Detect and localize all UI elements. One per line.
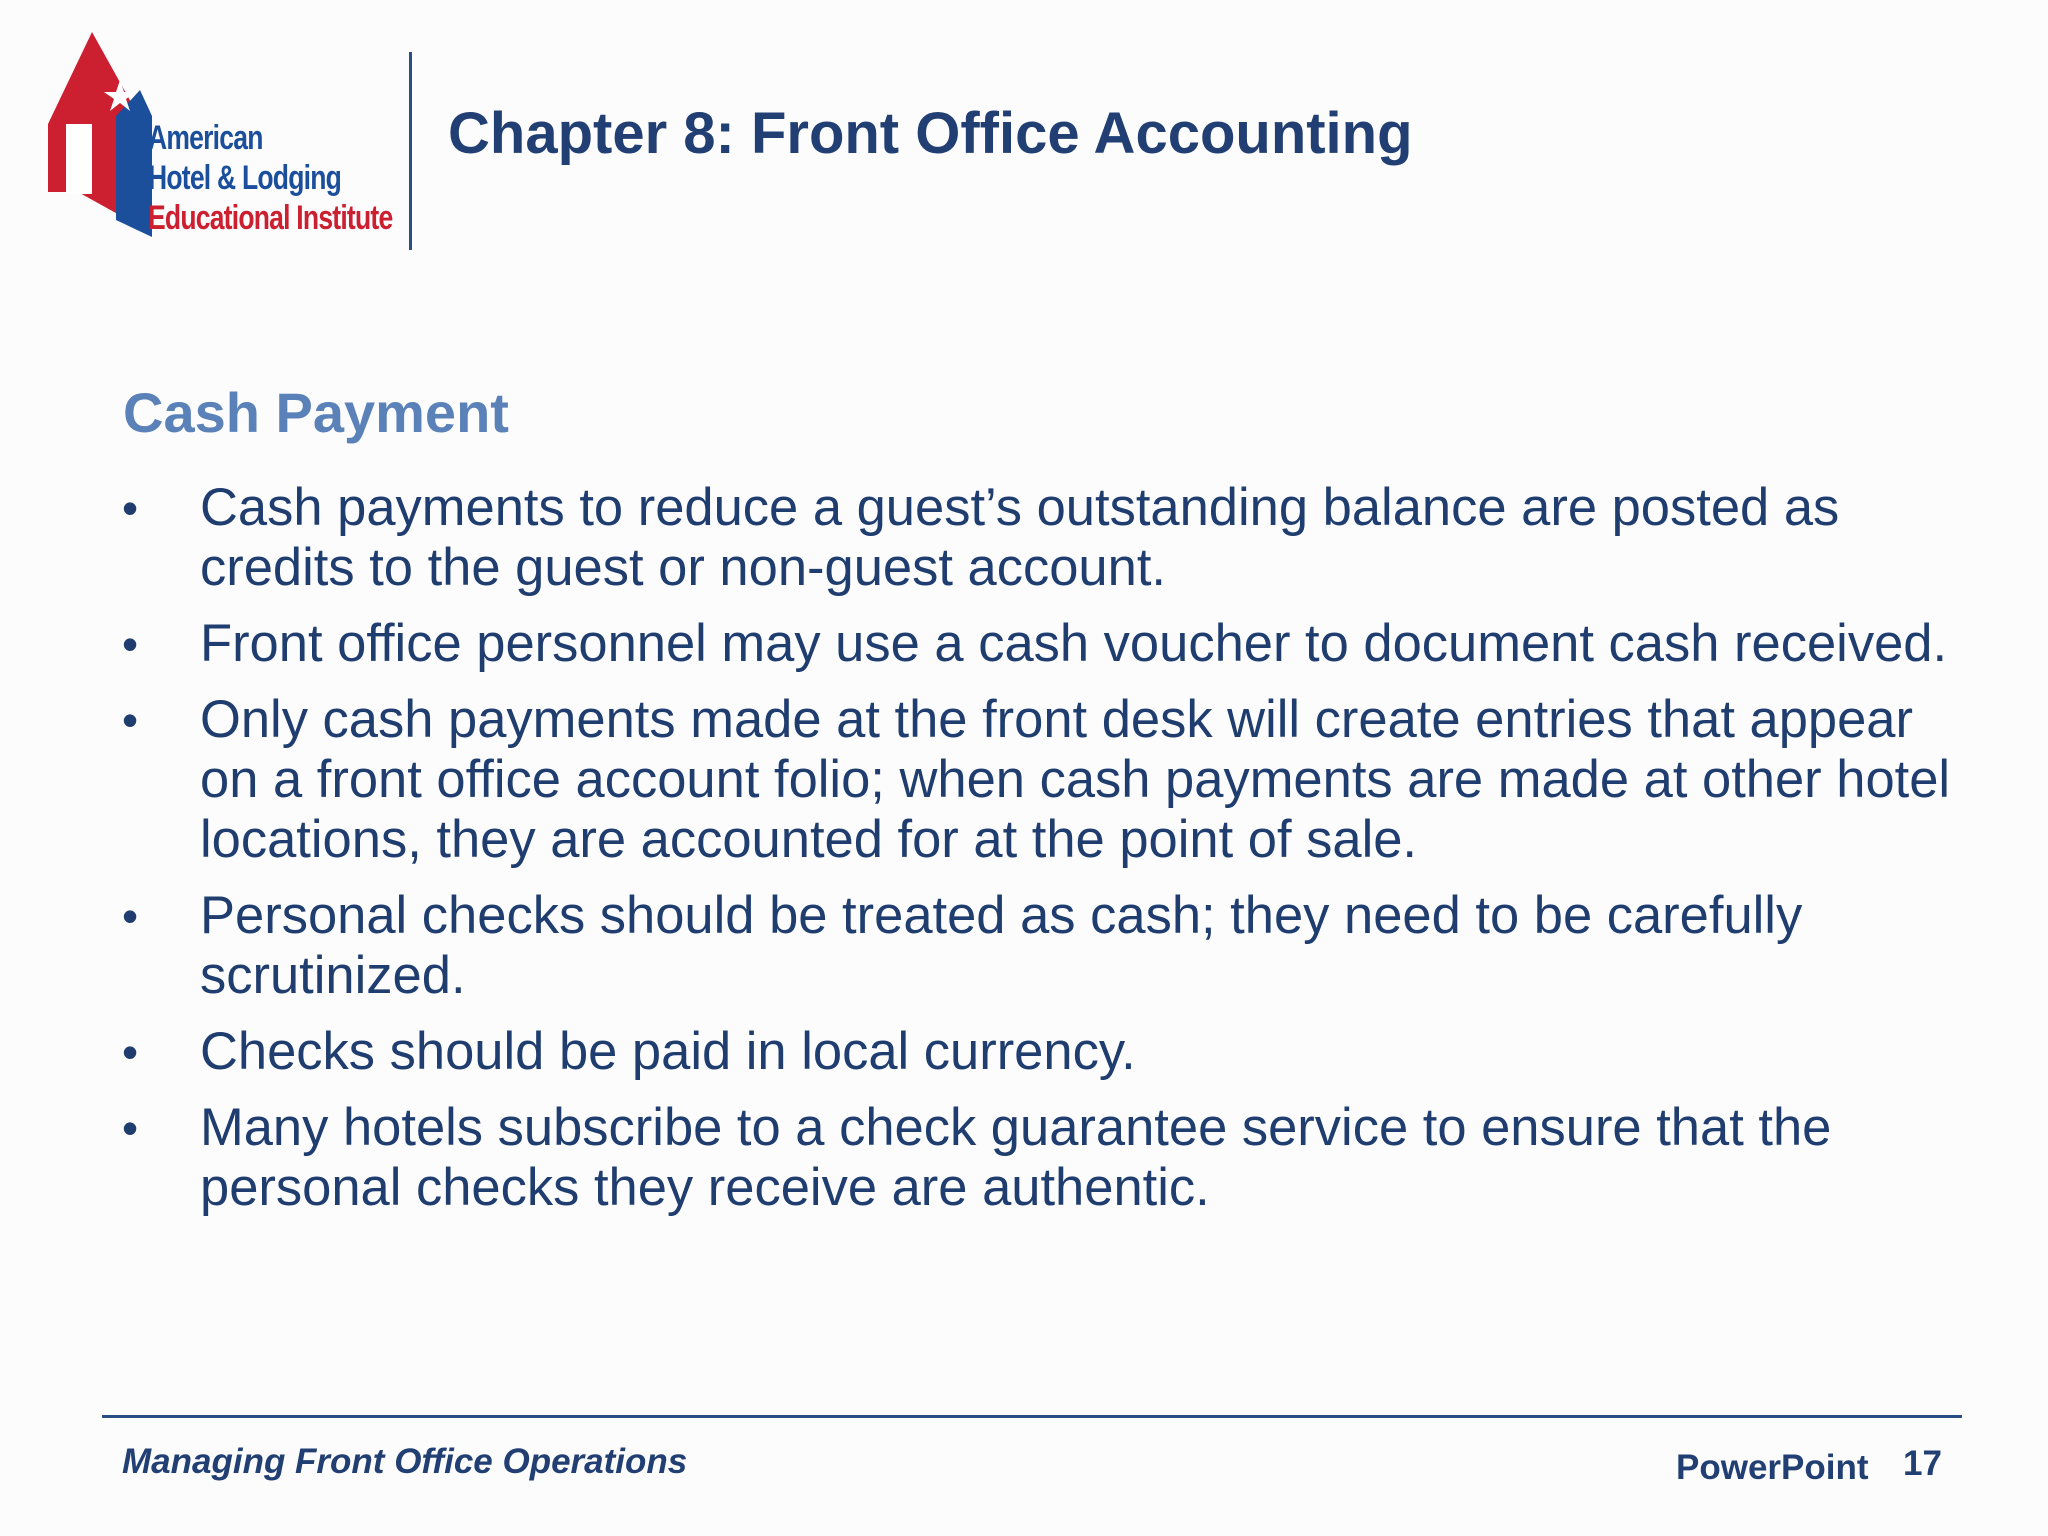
bullet-dot-icon: • bbox=[122, 890, 139, 942]
bullet-dot-icon: • bbox=[122, 1026, 139, 1078]
logo bbox=[48, 32, 393, 252]
footer-label: PowerPoint bbox=[1676, 1448, 1869, 1487]
bullet-dot-icon: • bbox=[122, 482, 139, 534]
logo-line-3: Educational Institute bbox=[148, 199, 393, 237]
bullet-list bbox=[120, 478, 1960, 1234]
bullet-dot-icon: • bbox=[122, 618, 139, 670]
bullet-item bbox=[120, 1098, 1960, 1218]
page-number: 17 bbox=[1903, 1444, 1942, 1483]
logo-line-1: American bbox=[148, 119, 263, 157]
bullet-text: Personal checks should be treated as cash; they need to be carefully scrutinized. bbox=[200, 886, 1803, 1005]
chapter-title: Chapter 8: Front Office Accounting bbox=[448, 101, 1413, 166]
bullet-text: Cash payments to reduce a guest’s outstanding balance are posted as credits to the guest or non-guest account. bbox=[200, 478, 1840, 597]
bullet-item bbox=[120, 614, 1960, 674]
bullet-item bbox=[120, 1022, 1960, 1082]
bullet-text: Checks should be paid in local currency. bbox=[200, 1022, 1136, 1081]
bullet-item bbox=[120, 886, 1960, 1006]
section-heading: Cash Payment bbox=[123, 381, 509, 444]
footer-course: Managing Front Office Operations bbox=[122, 1442, 688, 1481]
bullet-text: Only cash payments made at the front desk will create entries that appear on a front office account folio; when cash payments are made at other hotel locations, they are accounted for at the point of sale. bbox=[200, 690, 1951, 869]
bullet-text: Many hotels subscribe to a check guarantee service to ensure that the personal checks they receive are authentic. bbox=[200, 1098, 1832, 1217]
bullet-item bbox=[120, 690, 1960, 870]
bullet-item bbox=[120, 478, 1960, 598]
logo-text bbox=[148, 118, 392, 238]
logo-line-2: Hotel & Lodging bbox=[148, 159, 342, 197]
bullet-dot-icon: • bbox=[122, 694, 139, 746]
bullet-text: Front office personnel may use a cash voucher to document cash received. bbox=[200, 614, 1948, 673]
footer-rule bbox=[102, 1415, 1962, 1418]
bullet-dot-icon: • bbox=[122, 1102, 139, 1154]
header-divider bbox=[409, 52, 412, 250]
